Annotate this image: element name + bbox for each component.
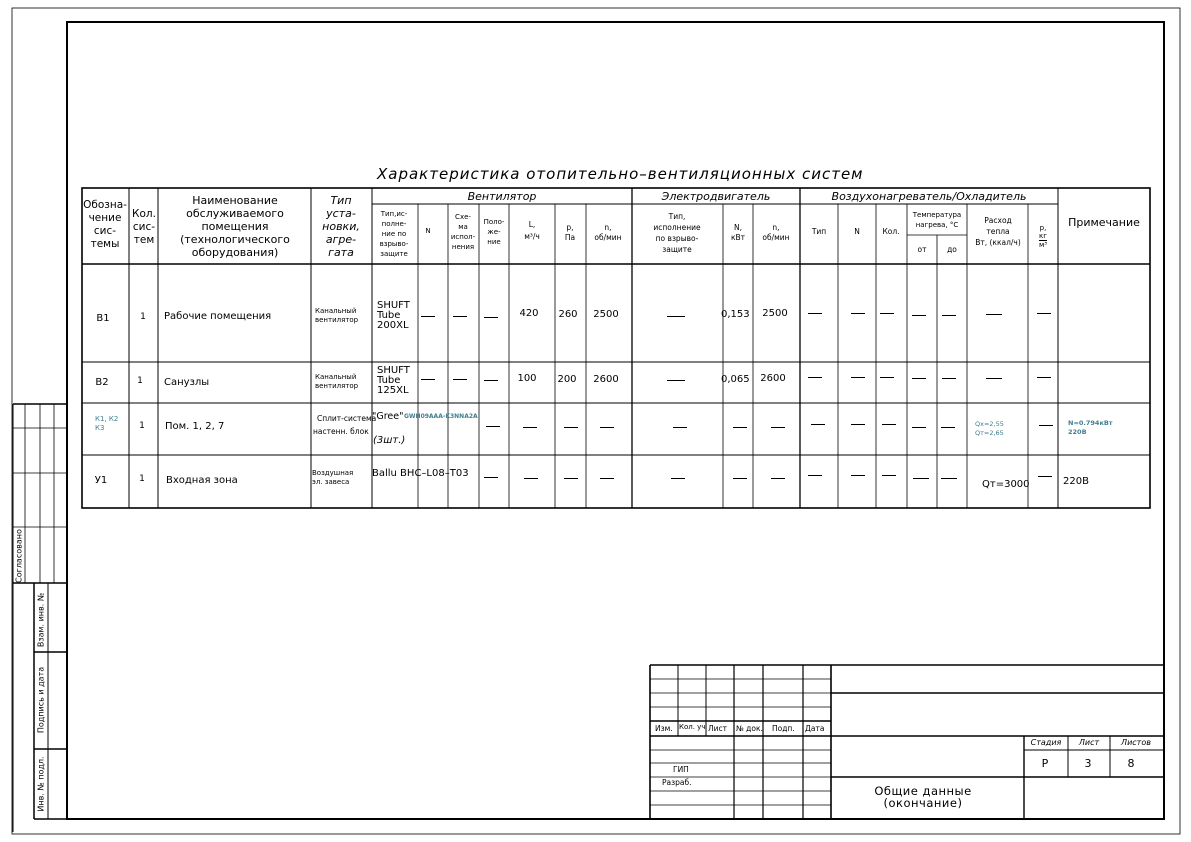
row-u1-fan-type: Ballu BHC–L08–T03 bbox=[372, 468, 469, 479]
row-b2-fan-l: 100 bbox=[517, 373, 537, 384]
tb-col-doc: № док. bbox=[736, 724, 763, 733]
row-b2-fan-rpm: 2600 bbox=[593, 374, 619, 385]
dash-mark bbox=[941, 427, 955, 428]
tb-col-count: Кол. уч bbox=[679, 723, 706, 731]
row-u1-heat-flow: Qт=3000 bbox=[982, 479, 1030, 490]
dash-mark bbox=[912, 427, 926, 428]
row-b2-motor-rpm: 2600 bbox=[760, 373, 786, 384]
stamp-agreed: Согласовано bbox=[14, 529, 24, 583]
header-fan-n: N bbox=[425, 227, 431, 235]
header-heat-p: р, кг м³ bbox=[1038, 224, 1048, 249]
row-b2-motor-n: 0,065 bbox=[721, 374, 750, 385]
tb-developer: Разраб. bbox=[662, 778, 692, 787]
header-fan-type: Тип,ис- полне- ние по взрыво- защите bbox=[379, 210, 409, 258]
dash-mark bbox=[851, 377, 865, 378]
dash-mark bbox=[808, 377, 822, 378]
header-motor-type: Тип, исполнение по взрыво- защите bbox=[653, 212, 701, 254]
dash-mark bbox=[484, 317, 498, 318]
row-u1-qty: 1 bbox=[139, 474, 145, 484]
dash-mark bbox=[942, 378, 956, 379]
row-b1-room: Рабочие помещения bbox=[164, 311, 272, 322]
row-b1-motor-n: 0,153 bbox=[721, 309, 750, 320]
header-install: Тип уста- новки, агре- гата bbox=[322, 194, 360, 259]
group-fan: Вентилятор bbox=[467, 190, 537, 203]
dash-mark bbox=[600, 427, 614, 428]
dash-mark bbox=[771, 427, 785, 428]
row-k-room: Пом. 1, 2, 7 bbox=[165, 421, 225, 432]
header-fan-scheme: Схе- ма испол- нения bbox=[450, 213, 476, 251]
header-heat-temp: Температура нагрева, °С bbox=[912, 211, 962, 229]
dash-mark bbox=[808, 475, 822, 476]
tb-sheets: 8 bbox=[1127, 757, 1135, 770]
dash-mark bbox=[484, 380, 498, 381]
row-b2-install: Канальный вентилятор bbox=[315, 373, 359, 390]
tb-col-sheet: Лист bbox=[708, 724, 728, 733]
dash-mark bbox=[667, 316, 685, 317]
tb-stage-label: Стадия bbox=[1030, 738, 1062, 747]
row-b1-fan-l: 420 bbox=[519, 308, 539, 319]
dash-mark bbox=[667, 380, 685, 381]
group-motor: Электродвигатель bbox=[661, 190, 771, 203]
row-b1-motor-rpm: 2500 bbox=[762, 308, 788, 319]
dash-mark bbox=[941, 478, 957, 479]
dash-mark bbox=[1038, 476, 1052, 477]
row-b1-code: В1 bbox=[96, 313, 110, 324]
dash-mark bbox=[811, 424, 825, 425]
dash-mark bbox=[882, 424, 896, 425]
dash-mark bbox=[733, 427, 747, 428]
header-heat-flow: Расход тепла Вт, (ккал/ч) bbox=[975, 216, 1021, 247]
group-heater: Воздухонагреватель/Охладитель bbox=[831, 190, 1027, 203]
dash-mark bbox=[913, 478, 929, 479]
dash-mark bbox=[771, 478, 785, 479]
header-qty: Кол. сис- тем bbox=[132, 208, 156, 246]
dash-mark bbox=[942, 315, 956, 316]
header-heat-type: Тип bbox=[811, 227, 827, 236]
dash-mark bbox=[880, 377, 894, 378]
row-k-fan-type-count: (3шт.) bbox=[373, 435, 406, 446]
tb-col-change: Изм. bbox=[655, 724, 673, 733]
tb-sheets-label: Листов bbox=[1121, 738, 1151, 747]
tb-stage: Р bbox=[1041, 757, 1049, 770]
tb-col-sign: Подп. bbox=[772, 724, 795, 733]
dash-mark bbox=[1037, 377, 1051, 378]
header-heat-n: N bbox=[854, 227, 860, 236]
dash-mark bbox=[851, 475, 865, 476]
row-b1-fan-rpm: 2500 bbox=[593, 309, 619, 320]
header-motor-rpm: n, об/мин bbox=[762, 223, 790, 242]
row-b2-fan-type: SHUFT Tube 125XL bbox=[377, 365, 410, 396]
row-k-fan-type-brand: "Gree" bbox=[372, 411, 404, 422]
row-b2-room: Санузлы bbox=[164, 377, 210, 388]
dash-mark bbox=[421, 316, 435, 317]
row-u1-room: Входная зона bbox=[166, 475, 238, 486]
row-u1-note: 220В bbox=[1063, 476, 1089, 487]
dash-mark bbox=[912, 315, 926, 316]
row-b2-qty: 1 bbox=[137, 376, 143, 386]
dash-mark bbox=[733, 478, 747, 479]
row-b1-fan-p: 260 bbox=[558, 309, 578, 320]
row-b2-code: В2 bbox=[95, 377, 109, 388]
header-heat-to: до bbox=[947, 245, 957, 254]
dash-mark bbox=[564, 478, 578, 479]
dash-mark bbox=[673, 427, 687, 428]
dash-mark bbox=[453, 379, 467, 380]
row-b2-fan-p: 200 bbox=[557, 374, 577, 385]
dash-mark bbox=[851, 313, 865, 314]
header-room: Наименование обслуживаемого помещения (технологического оборудования) bbox=[180, 194, 290, 259]
header-note: Примечание bbox=[1068, 216, 1140, 229]
tb-sheet: 3 bbox=[1084, 757, 1092, 770]
dash-mark bbox=[564, 427, 578, 428]
dash-mark bbox=[882, 475, 896, 476]
row-b1-qty: 1 bbox=[140, 312, 146, 322]
table-title: Характеристика отопительно–вентиляционных систем bbox=[377, 165, 864, 183]
dash-mark bbox=[453, 316, 467, 317]
dash-mark bbox=[524, 478, 538, 479]
header-fan-l: L, м³/ч bbox=[524, 220, 540, 241]
header-fan-pos: Поло- же- ние bbox=[483, 218, 505, 246]
header-heat-from: от bbox=[917, 245, 927, 254]
header-heat-qty: Кол. bbox=[882, 227, 900, 236]
dash-mark bbox=[986, 378, 1002, 379]
dash-mark bbox=[1039, 425, 1053, 426]
row-k-note: N=0.794кВт 220В bbox=[1068, 419, 1113, 436]
tb-col-date: Дата bbox=[805, 724, 825, 733]
tb-gip: ГИП bbox=[673, 765, 689, 774]
tb-doc-title: Общие данные (окончание) bbox=[874, 784, 972, 810]
stamp-sign-date: Подпись и дата bbox=[36, 666, 46, 734]
row-b1-fan-type: SHUFT Tube 200XL bbox=[377, 300, 410, 331]
row-u1-install: Воздушная эл. завеса bbox=[312, 469, 354, 486]
header-motor-n: N, кВт bbox=[730, 223, 746, 242]
stamp-inv-orig: Инв. № подл. bbox=[36, 756, 46, 812]
row-k-heat-flow: Qx=2,55 Qт=2,65 bbox=[975, 420, 1004, 437]
dash-mark bbox=[421, 379, 435, 380]
dash-mark bbox=[1037, 313, 1051, 314]
row-k-install: Сплит-система настенн. блок bbox=[313, 414, 377, 436]
dash-mark bbox=[600, 478, 614, 479]
row-b1-install: Канальный вентилятор bbox=[315, 307, 359, 324]
dash-mark bbox=[484, 477, 498, 478]
dash-mark bbox=[671, 478, 685, 479]
row-k-qty: 1 bbox=[139, 421, 145, 431]
header-designation: Обозна- чение сис- темы bbox=[83, 199, 127, 250]
stamp-inv-replace: Взам. инв. № bbox=[36, 592, 46, 648]
dash-mark bbox=[986, 314, 1002, 315]
dash-mark bbox=[912, 378, 926, 379]
header-fan-p: р, Па bbox=[564, 223, 576, 242]
row-k-fan-type-model: GWH09AAA-K3NNA2A bbox=[404, 413, 478, 420]
dash-mark bbox=[808, 313, 822, 314]
header-fan-rpm: n, об/мин bbox=[594, 223, 622, 242]
row-k-code: К1, К2 К3 bbox=[95, 415, 119, 432]
dash-mark bbox=[851, 424, 865, 425]
dash-mark bbox=[880, 313, 894, 314]
row-u1-code: У1 bbox=[94, 475, 108, 486]
dash-mark bbox=[486, 426, 500, 427]
dash-mark bbox=[523, 427, 537, 428]
tb-sheet-label: Лист bbox=[1078, 738, 1100, 747]
